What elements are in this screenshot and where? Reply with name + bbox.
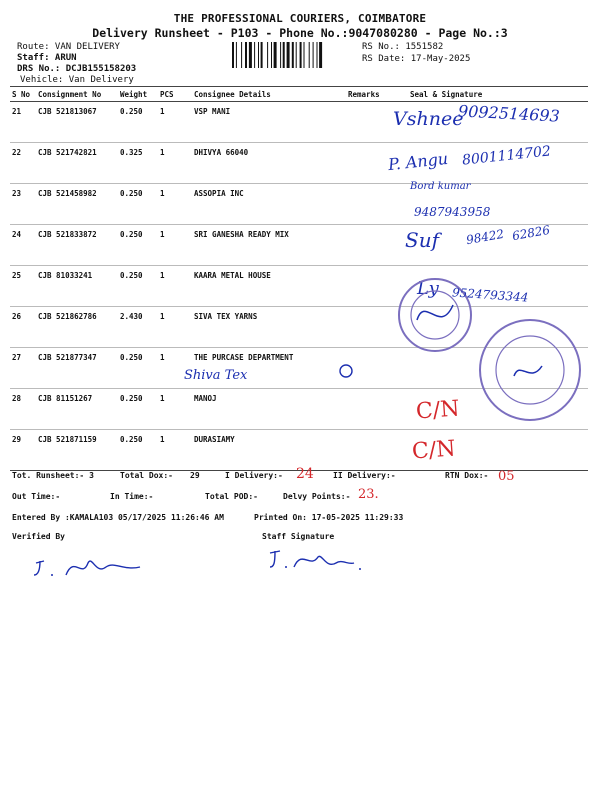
cell-sno: 29 [10,430,36,471]
row27-circle-mark [338,363,354,379]
col-seal-signature: Seal & Signature [408,87,588,102]
staff-signature [268,543,368,579]
cell-cno: CJB 521862786 [36,307,118,348]
cell-cno: CJB 521871159 [36,430,118,471]
rs-date: RS Date: 17-May-2025 [362,54,471,64]
cell-weight: 0.250 [118,430,158,471]
cell-cno: CJB 521833872 [36,225,118,266]
runsheet-title: Delivery Runsheet - P103 - Phone No.:9047080280 - Page No.:3 [92,26,508,40]
row25-signature: Ly [417,278,439,299]
cell-sno: 25 [10,266,36,307]
cell-consignee: SIVA TEX YARNS [192,307,346,348]
row23-name: Bord kumar [410,181,471,192]
rtn-dox-value: 05 [498,469,515,484]
i-delivery-label: I Delivery:- [225,471,283,480]
in-time: In Time:- [110,492,154,501]
cell-consignee: THE PURCASE DEPARTMENT [192,348,346,389]
cell-remarks [346,389,408,430]
drs-number: DRS No.: DCJB155158203 [17,64,137,74]
cell-sno: 24 [10,225,36,266]
row27-note: Shiva Tex [184,368,248,383]
cell-consignee: KAARA METAL HOUSE [192,266,346,307]
row26-phone: 9524793344 [451,285,529,305]
cell-pcs: 1 [158,348,192,389]
cell-pcs: 1 [158,102,192,143]
cell-weight: 0.250 [118,184,158,225]
total-pod: Total POD:- [205,492,258,501]
cell-remarks [346,225,408,266]
rtn-dox-label: RTN Dox:- [445,471,489,480]
entered-by: Entered By :KAMALA103 05/17/2025 11:26:46 AM [12,513,224,522]
table-row [10,184,588,225]
cell-weight: 2.430 [118,307,158,348]
cell-cno: CJB 81033241 [36,266,118,307]
row24-signature: Suf [405,228,439,252]
cell-pcs: 1 [158,143,192,184]
cell-cno: CJB 521813067 [36,102,118,143]
staff-signature-label: Staff Signature [262,532,335,541]
cell-cno: CJB 521458982 [36,184,118,225]
cell-cno: CJB 81151267 [36,389,118,430]
printed-on: Printed On: 17-05-2025 11:29:33 [254,513,404,522]
row24-number-b: 62826 [511,222,552,244]
row22-phone: 8001114702 [461,143,552,169]
route-label: Route: VAN DELIVERY [17,42,120,52]
cell-remarks [346,430,408,471]
cell-sno: 22 [10,143,36,184]
col-remarks: Remarks [346,87,408,102]
col-pcs: PCS [158,87,192,102]
cell-consignee: MANOJ [192,389,346,430]
cell-weight: 0.250 [118,389,158,430]
out-time: Out Time:- [12,492,61,501]
verified-by-label: Verified By [12,532,65,541]
cell-weight: 0.250 [118,225,158,266]
cell-sno: 28 [10,389,36,430]
col-consignment: Consignment No [36,87,118,102]
cell-sno: 21 [10,102,36,143]
cell-cno: CJB 521877347 [36,348,118,389]
cell-weight: 0.250 [118,102,158,143]
cell-pcs: 1 [158,266,192,307]
table-row [10,430,588,471]
delvy-points-value: 23. [358,487,379,502]
staff-label: Staff: ARUN [17,53,77,63]
total-runsheet: Tot. Runsheet:- 3 [12,471,94,480]
verified-by-signature [30,545,160,585]
col-consignee: Consignee Details [192,87,346,102]
delvy-points-label: Delvy Points:- [283,492,351,501]
cell-consignee: ASSOPIA INC [192,184,346,225]
cell-consignee: DURASIAMY [192,430,346,471]
cell-sno: 27 [10,348,36,389]
i-delivery-value: 24 [296,466,314,482]
col-sno: S No [10,87,36,102]
barcode [232,42,354,68]
vehicle-label: Vehicle: Van Delivery [20,75,134,85]
cell-pcs: 1 [158,184,192,225]
cell-consignee: VSP MANI [192,102,346,143]
company-seal-stamp [478,318,582,422]
cell-weight: 0.325 [118,143,158,184]
total-dox-value: 29 [190,471,200,480]
cell-weight: 0.250 [118,266,158,307]
cell-cno: CJB 521742821 [36,143,118,184]
rs-number: RS No.: 1551582 [362,42,444,52]
cell-remarks [346,184,408,225]
table-header-row [10,87,588,102]
row22-signature: P. Angu [387,148,449,175]
row21-signature: Vshnee [393,108,464,130]
ii-delivery-label: II Delivery:- [333,471,396,480]
row28-cn-mark: C/N [415,396,461,425]
col-weight: Weight [118,87,158,102]
cell-consignee: DHIVYA 66040 [192,143,346,184]
row24-number-a: 98422 [465,226,506,248]
row29-cn-mark: C/N [411,436,457,465]
cell-consignee: SRI GANESHA READY MIX [192,225,346,266]
cell-pcs: 1 [158,389,192,430]
cell-weight: 0.250 [118,348,158,389]
company-name: THE PROFESSIONAL COURIERS, COIMBATORE [173,12,427,25]
total-dox-label: Total Dox:- [120,471,173,480]
cell-sno: 23 [10,184,36,225]
row21-phone: 9092514693 [457,101,561,126]
cell-pcs: 1 [158,225,192,266]
cell-sno: 26 [10,307,36,348]
cell-pcs: 1 [158,307,192,348]
row23-phone: 9487943958 [414,205,491,219]
cell-pcs: 1 [158,430,192,471]
